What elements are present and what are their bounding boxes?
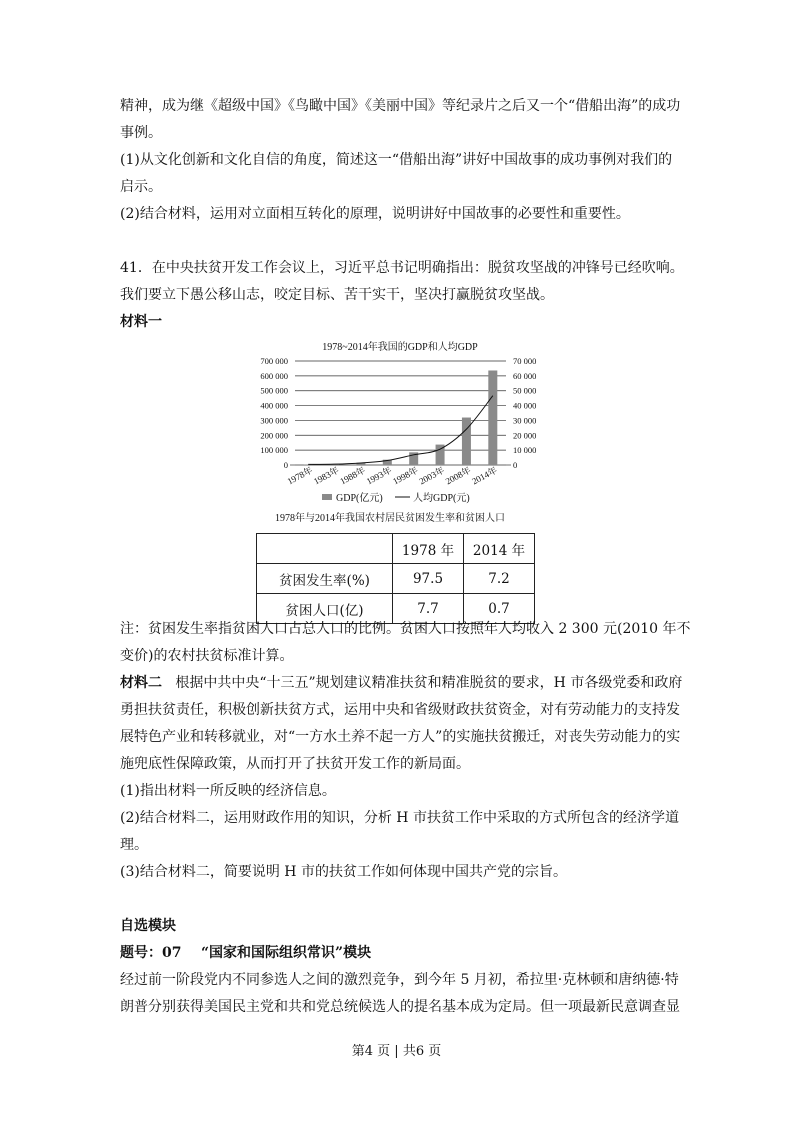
right-tick-label: 10 000 [513, 445, 537, 456]
chart-title: 1978~2014年我国的GDP和人均GDP [322, 342, 478, 353]
x-tick-label: 2014年 [470, 464, 499, 487]
text-span: 根据中共中央“十三五”规划建议精准扶贫和精准脱贫的要求，H 市各级党委和政府 [175, 675, 683, 691]
text-line: 我们要立下愚公移山志，咬定目标、苦干实干，坚决打赢脱贫攻坚战。 [120, 287, 554, 303]
topic-line [120, 944, 371, 962]
text-line: 理。 [120, 837, 148, 853]
x-tick-label: 1983年 [311, 464, 341, 487]
x-tick-label: 1978年 [285, 464, 315, 487]
gdp-chart [250, 336, 550, 532]
material-two-label: 材料二 [120, 675, 162, 691]
right-tick-label: 0 [513, 460, 518, 470]
table-cell: 7.2 [464, 564, 535, 594]
page-footer: 第4 页 | 共6 页 [351, 1044, 442, 1059]
topic-title: “国家和国际组织常识”模块 [200, 945, 372, 961]
material-two-paragraph [120, 674, 682, 692]
right-tick-label: 30 000 [513, 415, 537, 426]
poverty-table [256, 533, 535, 624]
left-tick-label: 400 000 [260, 400, 288, 411]
question-line: (3)结合材料二，简要说明 H 市的扶贫工作如何体现中国共产党的宗旨。 [120, 864, 567, 880]
legend-bar-swatch [322, 494, 332, 500]
question-line: (2)结合材料，运用对立面相互转化的原理，说明讲好中国故事的必要性和重要性。 [120, 206, 630, 222]
text-line: 精神，成为继《超级中国》《鸟瞰中国》《美丽中国》等纪录片之后又一个“借船出海”的成功 [120, 98, 681, 114]
gdp-chart-svg [250, 336, 550, 532]
text-line: 朗普分别获得美国民主党和共和党总统候选人的提名基本成为定局。但一项最新民意调查显 [120, 999, 680, 1015]
left-tick-label: 300 000 [260, 415, 288, 426]
table-cell: 贫困发生率(%) [257, 564, 393, 594]
left-tick-label: 100 000 [260, 445, 288, 456]
text-line: 勇担扶贫责任，积极创新扶贫方式，运用中央和省级财政扶贫资金，对有劳动能力的支持发 [120, 702, 680, 718]
x-tick-label: 1988年 [338, 464, 367, 487]
right-tick-label: 50 000 [513, 385, 537, 396]
text-line: 启示。 [120, 179, 162, 195]
table-header-cell: 2014 年 [464, 534, 535, 564]
table-header-cell: 1978 年 [393, 534, 464, 564]
right-tick-label: 40 000 [513, 400, 537, 411]
question-41-line: 41．在中央扶贫开发工作会议上，习近平总书记明确指出：脱贫攻坚战的冲锋号已经吹响。 [120, 260, 684, 276]
table-row [257, 594, 535, 624]
note-line: 变价)的农村扶贫标准计算。 [120, 648, 294, 664]
table-header-row [257, 534, 535, 564]
right-tick-label: 60 000 [513, 370, 537, 381]
gdp-bar [462, 418, 471, 465]
text-line: 经过前一阶段党内不同参选人之间的激烈竞争，到今年 5 月初，希拉里·克林顿和唐纳德·特 [120, 972, 679, 988]
legend-bar-label: GDP(亿元) [336, 493, 383, 504]
gdp-bar [488, 370, 497, 465]
right-tick-label: 70 000 [513, 356, 537, 366]
table-header-cell [257, 534, 393, 564]
question-line: (1)从文化创新和文化自信的角度，简述这一“借船出海”讲好中国故事的成功事例对我们的 [120, 152, 673, 168]
table-row [257, 564, 535, 594]
right-tick-label: 20 000 [513, 430, 537, 441]
left-tick-label: 200 000 [260, 430, 288, 441]
question-line: (2)结合材料二，运用财政作用的知识，分析 H 市扶贫工作中采取的方式所包含的经济学道 [120, 810, 679, 826]
legend-line-label: 人均GDP(元) [413, 493, 470, 504]
text-line: 施兜底性保障政策，从而打开了扶贫开发工作的新局面。 [120, 756, 470, 772]
topic-label: 题号：07 [120, 945, 182, 961]
left-tick-label: 600 000 [260, 370, 288, 381]
section-title: 自选模块 [120, 918, 176, 934]
text-line: 事例。 [120, 125, 162, 141]
table-caption: 1978年与2014年我国农村居民贫困发生率和贫困人口 [275, 513, 505, 524]
x-tick-label: 1998年 [391, 464, 420, 487]
table-cell: 7.7 [393, 594, 464, 624]
table-cell: 贫困人口(亿) [257, 594, 393, 624]
question-line: (1)指出材料一所反映的经济信息。 [120, 783, 336, 799]
text-line: 展特色产业和转移就业，对“一方水土养不起一方人”的实施扶贫搬迁，对丧失劳动能力的实 [120, 729, 681, 745]
left-tick-label: 700 000 [260, 356, 288, 366]
table-cell: 97.5 [393, 564, 464, 594]
left-tick-label: 500 000 [260, 385, 288, 396]
x-tick-label: 1993年 [364, 464, 394, 487]
x-tick-label: 2008年 [443, 464, 473, 487]
left-tick-label: 0 [283, 460, 288, 470]
note-line: 注：贫困发生率指贫困人口占总人口的比例。贫困人口按照年人均收入 2 300 元(2010 年不 [120, 621, 691, 637]
table-cell: 0.7 [464, 594, 535, 624]
material-one-label: 材料一 [120, 314, 162, 330]
x-tick-label: 2003年 [417, 464, 447, 487]
